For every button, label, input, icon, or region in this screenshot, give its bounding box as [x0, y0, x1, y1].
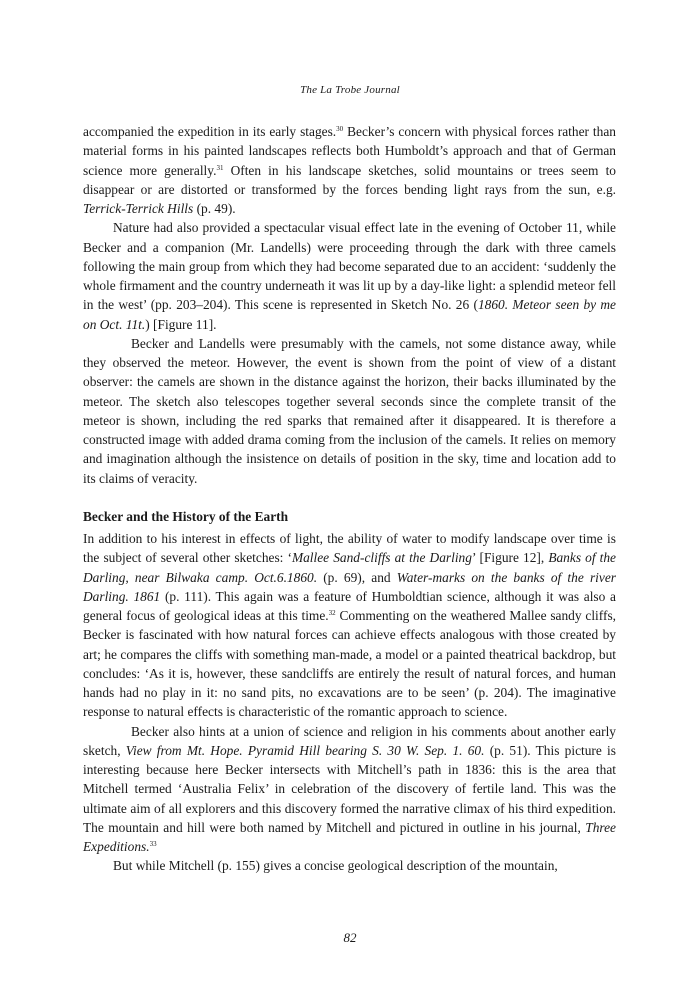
section-heading: Becker and the History of the Earth — [83, 508, 289, 524]
sketch-title: Banks of the Darling, near Bilwaka camp. Oct.6.1860. — [83, 550, 616, 585]
sketch-title: 1860. Meteor seen by me on Oct. 11t. — [83, 297, 617, 332]
paragraph-5 — [83, 722, 616, 857]
sketch-title: Mallee Sand-cliffs at the Darling — [291, 550, 472, 566]
footnote-ref-32[interactable]: 32 — [328, 609, 336, 617]
sketch-title: View from Mt. Hope. Pyramid Hill bearing S. 30 W. Sep. 1. 60. — [125, 742, 485, 758]
text-run: ’ [Figure 12], — [471, 550, 549, 566]
text-run: Often in his landscape sketches, solid mountains or trees seem to disappear or are distorted or transformed by the forces bending light rays from the sun, e.g. — [83, 162, 616, 197]
text-run: ) [Figure 11]. — [145, 316, 217, 332]
paragraph-1 — [83, 122, 616, 218]
text-run: (p. 51). This picture is interesting because here Becker intersects with Mitchell’s path in 1836: this is the area that Mitchell termed ‘Australia Felix’ in celebration of the discovery of fertile land. This was the ultimate aim of all explorers and this discovery formed the narrative climax of his third expedition. The mountain and hill were both named by Mitchell and pictured in outline in his journal, — [83, 742, 616, 835]
page-number: 82 — [343, 930, 357, 945]
sketch-title: Terrick-Terrick Hills — [83, 201, 194, 216]
footnote-ref-33[interactable]: 33 — [149, 840, 157, 848]
text-run: In addition to his interest in effects of light, the ability of water to modify landscape over time is the subject of several other sketches: ‘ — [83, 531, 616, 566]
text-run: (p. 49). — [193, 201, 236, 216]
book-title: Three Expeditions. — [83, 819, 616, 854]
text-run: (p. 69), and — [317, 569, 397, 585]
text-run: accompanied the expedition in its early stages. — [83, 124, 337, 139]
paragraph-6: But while Mitchell (p. 155) gives a concise geological description of the mountain, — [113, 858, 558, 874]
text-run: Becker also hints at a union of science and religion in his comments about another early sketch, — [83, 723, 616, 758]
paragraph-3: Becker and Landells were presumably with the camels, not some distance away, while they observed the meteor. However, the event is shown from the point of view of a distant observer: the camels are shown in the distance against the horizon, their backs illuminated by the meteor. The sketch also telescopes together several seconds since the complete transit of the meteor is shown, including the red sparks that remained after it disappeared. It is therefore a constructed image with added drama coming from the inclusion of the camels. It relies on memory and imagination although the insistence on details of position in the sky, time and location add to its claims of veracity. — [83, 335, 616, 486]
text-run: Commenting on the weathered Mallee sandy cliffs, Becker is fascinated with how natural forces can achieve effects analogous with those created by art; he compares the cliffs with something man-made, a model or a painted theatrical backdrop, but concludes: ‘As it is, however, these sandcliffs are entirely the result of natural forces, and human hands had no play in it: no sand pits, no excavations are to be seen’ (p. 204). The imaginative response to natural effects is characteristic of the romantic approach to science. — [83, 608, 616, 720]
footnote-ref-30[interactable]: 30 — [336, 125, 344, 133]
footnote-ref-31[interactable]: 31 — [216, 163, 224, 172]
text-run: Nature had also provided a spectacular visual effect late in the evening of October 11, while Becker and a companion (Mr. Landells) were proceeding through the dark with three camels following the main group from which they had become separated due to an accident: ‘suddenly the whole firmament and the country underneath it was lit up by a day-like light: a splendid meteor fell in the west’ (pp. 203–204). This scene is represented in Sketch No. 26 ( — [83, 220, 616, 313]
article-body — [83, 122, 616, 876]
text-run: (p. 111). This again was a feature of Humboldtian science, although it was also a general focus of geological ideas at this time. — [83, 588, 616, 623]
running-head: The La Trobe Journal — [300, 84, 400, 96]
paragraph-2 — [83, 218, 616, 334]
paragraph-4 — [83, 529, 616, 722]
sketch-title: Water-marks on the banks of the river Darling. 1861 — [83, 569, 616, 604]
text-run: Becker’s concern with physical forces rather than material forms in his painted landscapes reflects both Humboldt’s approach and that of German science more generally. — [83, 124, 616, 178]
